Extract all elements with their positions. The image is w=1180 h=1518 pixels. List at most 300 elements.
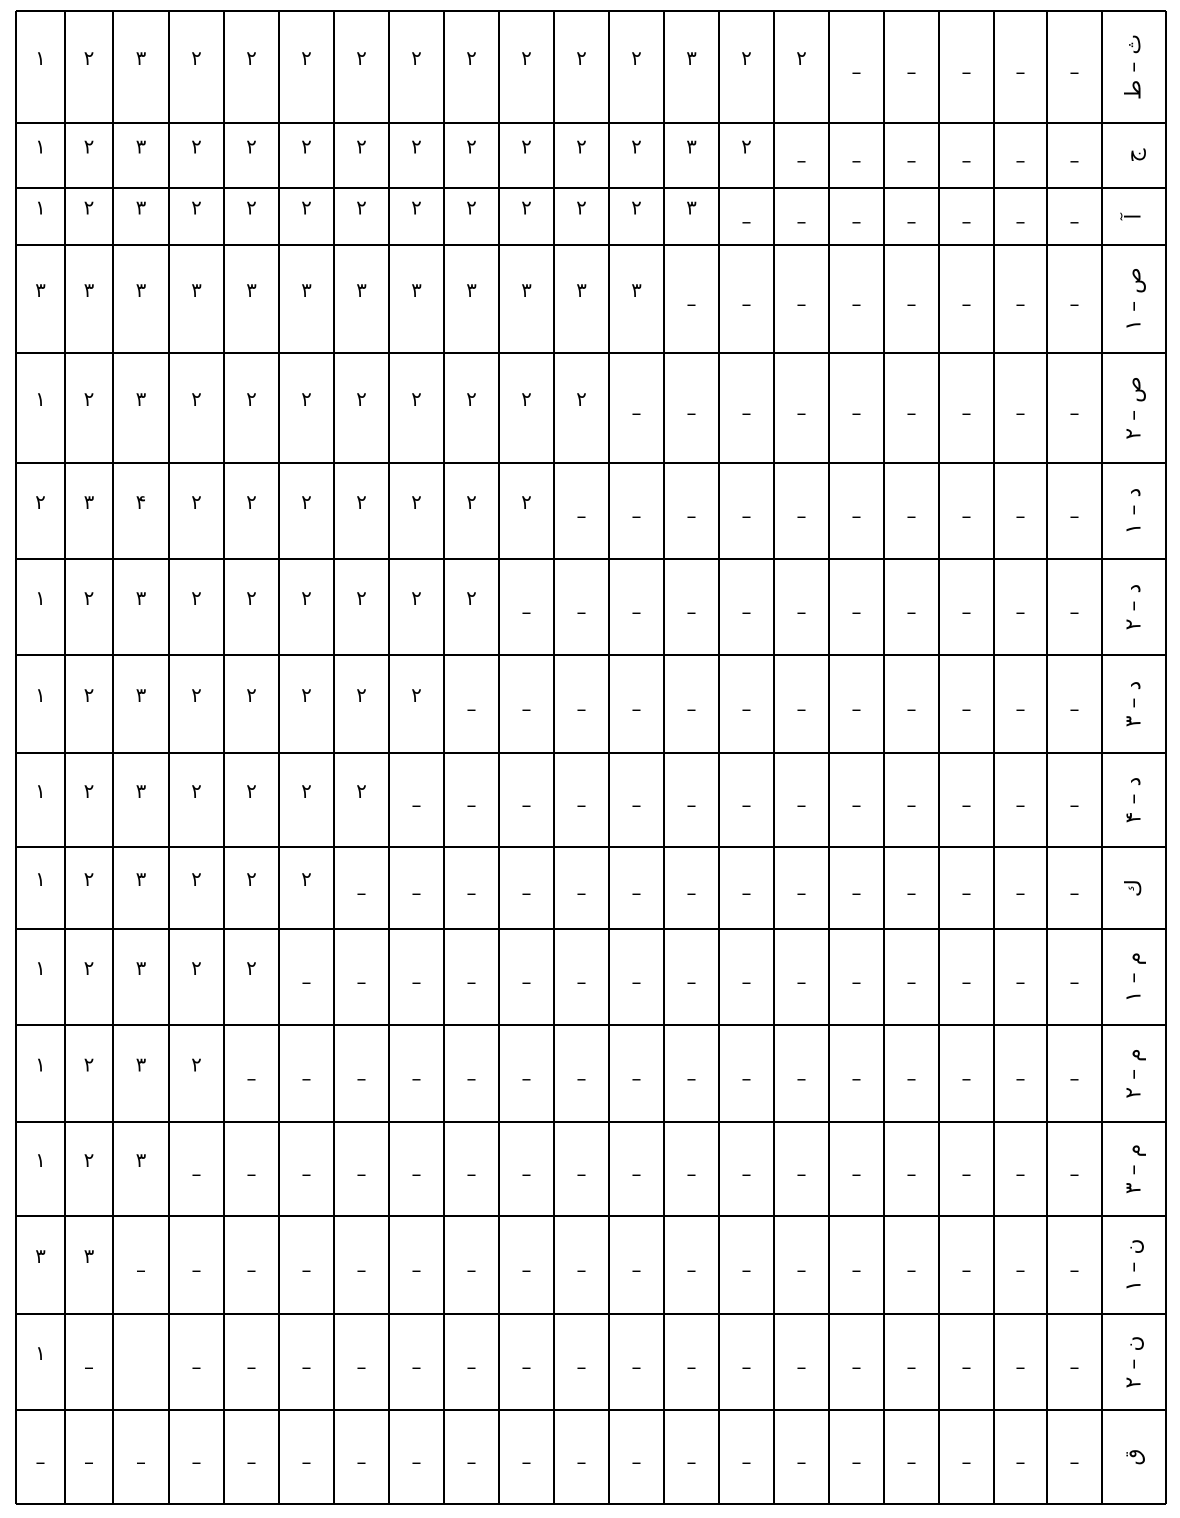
table-cell: – (906, 401, 917, 425)
table-cell: ٢ (191, 956, 202, 980)
table-cell: – (741, 401, 752, 425)
table-cell: – (851, 881, 862, 905)
table-cell: ٣ (135, 195, 147, 220)
table-cell: ٢ (301, 586, 312, 610)
table-cell: ٢ (576, 195, 587, 220)
table-cell: ٢ (411, 195, 422, 220)
table-cell: – (1069, 600, 1080, 624)
table-cell: ١ (35, 1148, 46, 1172)
table-cell: – (686, 697, 697, 721)
table-cell: ٢ (356, 134, 367, 159)
table-cell: – (906, 60, 917, 84)
table-cell: – (466, 1355, 477, 1379)
table-cell: – (796, 600, 807, 624)
table-cell: – (906, 1355, 917, 1379)
table-cell: – (521, 1450, 532, 1474)
table-cell: ٣ (135, 134, 147, 159)
table-cell: – (796, 697, 807, 721)
table-cell: ٢ (83, 195, 95, 220)
table-cell: ٢ (83, 1052, 95, 1077)
table-cell: – (1069, 1162, 1080, 1186)
table-cell: – (631, 1162, 642, 1186)
table-cell: ٢ (356, 387, 367, 411)
table-cell: ١ (35, 1341, 46, 1365)
table-cell: ١ (35, 586, 46, 610)
table-cell: ٢ (301, 867, 312, 891)
table-cell: – (686, 1066, 697, 1091)
table-cell: – (1069, 148, 1080, 173)
table-cell: ٢ (411, 46, 422, 70)
table-cell: ٢ (191, 195, 202, 220)
table-cell: – (411, 970, 422, 994)
row-label: ن – ٢ (1121, 1335, 1147, 1389)
table-cell: – (301, 1355, 312, 1379)
table-cell: ٣ (686, 195, 697, 220)
table-cell: ٣ (301, 278, 312, 302)
table-cell: – (961, 1450, 972, 1474)
table-cell: ٢ (411, 490, 422, 514)
table-cell: – (851, 1450, 862, 1474)
table-cell: – (521, 697, 532, 721)
table-cell: ٢ (301, 46, 312, 70)
row-label: م – ٢ (1121, 1048, 1147, 1099)
table-cell: – (796, 1355, 807, 1379)
table-cell: – (411, 881, 422, 905)
table-cell: – (576, 504, 587, 528)
table-cell: – (1069, 1450, 1080, 1474)
table-cell: – (356, 1258, 367, 1282)
table-cell: – (631, 970, 642, 994)
table-cell: – (84, 1355, 94, 1379)
table-cell: ٢ (83, 867, 95, 891)
table-cell: – (631, 504, 642, 528)
table-cell: ١ (35, 46, 46, 70)
table-cell: ٣ (135, 683, 147, 707)
table-cell: ٢ (411, 586, 422, 610)
table-cell: – (851, 148, 862, 173)
table-cell: ٣ (191, 278, 202, 302)
table-cell: – (906, 600, 917, 624)
table-cell: – (961, 600, 972, 624)
table-cell: – (906, 697, 917, 721)
table-cell: – (741, 793, 752, 817)
table-cell: – (906, 292, 917, 316)
table-cell: – (1015, 1258, 1026, 1282)
table-cell: – (466, 1066, 477, 1091)
table-cell: – (246, 1162, 257, 1186)
table-cell: – (851, 1355, 862, 1379)
table-cell: – (851, 1066, 862, 1091)
table-cell: – (851, 401, 862, 425)
table-cell: – (796, 970, 807, 994)
table-cell: – (1015, 881, 1026, 905)
table-cell: ٣ (83, 490, 95, 514)
table-cell: – (851, 970, 862, 994)
table-cell: ٣ (83, 1244, 95, 1268)
table-cell: – (961, 209, 972, 234)
table-cell: – (1069, 401, 1080, 425)
table-cell: – (631, 1450, 642, 1474)
table-cell: – (796, 881, 807, 905)
table-cell: ٣ (135, 46, 147, 70)
table-cell: ٢ (741, 46, 752, 70)
table-cell: – (741, 504, 752, 528)
table-cell: ٣ (686, 46, 697, 70)
table-cell: ٢ (83, 1148, 95, 1172)
table-cell: ٢ (191, 779, 202, 803)
row-label: م – ١ (1121, 951, 1147, 1003)
table-cell: – (686, 292, 697, 316)
table-cell: – (576, 600, 587, 624)
table-cell: ٣ (576, 278, 587, 302)
table-cell: – (1015, 1162, 1026, 1186)
table-cell: – (521, 1355, 532, 1379)
table-cell: – (796, 504, 807, 528)
table-cell: – (191, 1450, 202, 1474)
table-cell: ٢ (301, 387, 312, 411)
table-cell: ٣ (135, 586, 147, 610)
table-cell: – (576, 1066, 587, 1091)
table-cell: – (961, 793, 972, 817)
table-cell: – (301, 970, 312, 994)
table-cell: – (1069, 60, 1080, 84)
row-label: د – ٢ (1121, 583, 1147, 631)
table-cell: ٢ (83, 779, 95, 803)
table-cell: ٢ (83, 134, 95, 159)
table-cell: ٢ (576, 134, 587, 159)
table-cell: – (906, 1162, 917, 1186)
table-cell: – (631, 600, 642, 624)
table-cell: ٢ (246, 387, 257, 411)
table-cell: – (521, 1258, 532, 1282)
table-cell: – (906, 881, 917, 905)
table-cell: – (631, 881, 642, 905)
table-cell: – (686, 1450, 697, 1474)
table-cell: ٣ (466, 278, 477, 302)
table-cell: ٢ (301, 490, 312, 514)
table-cell: – (741, 881, 752, 905)
table-cell: – (741, 1355, 752, 1379)
table-cell: – (1015, 697, 1026, 721)
table-cell: – (411, 1162, 422, 1186)
table-cell: – (631, 401, 642, 425)
table-cell: – (576, 1258, 587, 1282)
table-cell: ٢ (466, 586, 477, 610)
table-cell: – (246, 1066, 257, 1091)
table-cell: – (1069, 209, 1080, 234)
table-cell: ٣ (135, 387, 147, 411)
table-cell: ٢ (521, 134, 532, 159)
table-cell: ٢ (466, 195, 477, 220)
table-cell: – (796, 209, 807, 234)
table-cell: – (466, 1450, 477, 1474)
table-cell: ١ (35, 195, 46, 220)
table-cell: ١ (35, 956, 46, 980)
table-cell: – (851, 793, 862, 817)
table-cell: ٢ (191, 490, 202, 514)
table-cell: ٢ (631, 46, 642, 70)
table-cell: ٣ (135, 1148, 147, 1172)
table-cell: – (1015, 209, 1026, 234)
table-cell: ٣ (686, 134, 697, 159)
table-cell: ٢ (521, 387, 532, 411)
table-cell: ٢ (246, 683, 257, 707)
table-cell: – (906, 1258, 917, 1282)
table-cell: – (301, 1258, 312, 1282)
table-cell: ٢ (796, 46, 807, 70)
table-cell: – (1069, 1066, 1080, 1091)
table-cell: – (741, 1450, 752, 1474)
table-cell: – (1015, 1066, 1026, 1091)
table-cell: ٣ (35, 1244, 46, 1268)
table-cell: – (906, 1450, 917, 1474)
table-cell: – (411, 1258, 422, 1282)
table-cell: ٣ (83, 278, 95, 302)
table-cell: ٣ (411, 278, 422, 302)
row-label: ث – ط (1121, 33, 1147, 101)
table-cell: – (631, 1066, 642, 1091)
table-cell: ٢ (35, 490, 46, 514)
table-cell: – (356, 970, 367, 994)
table-cell: ٢ (576, 387, 587, 411)
table-cell: ٢ (191, 46, 202, 70)
table-cell: – (1069, 292, 1080, 316)
table-cell: – (246, 1450, 257, 1474)
table-cell: ٢ (83, 956, 95, 980)
row-label: آ (1121, 213, 1147, 220)
table-cell: – (796, 1162, 807, 1186)
table-cell: ١ (35, 134, 46, 159)
table-cell: ٢ (83, 586, 95, 610)
table-cell: – (631, 1258, 642, 1282)
table-cell: – (466, 1162, 477, 1186)
table-cell: – (961, 504, 972, 528)
table-cell: – (961, 1258, 972, 1282)
table-cell: ٢ (466, 46, 477, 70)
table-cell: – (1069, 881, 1080, 905)
table-cell: – (136, 1450, 146, 1474)
table-cell: ٢ (411, 683, 422, 707)
table-cell: – (796, 1066, 807, 1091)
table-cell: ٢ (301, 195, 312, 220)
table-cell: – (741, 1162, 752, 1186)
table-cell: ٣ (246, 278, 257, 302)
table-cell: ٢ (466, 490, 477, 514)
table-cell: ٢ (521, 490, 532, 514)
table-cell: ٢ (83, 387, 95, 411)
table-cell: ٢ (246, 490, 257, 514)
table-cell: ٢ (301, 134, 312, 159)
table-cell: ٢ (356, 683, 367, 707)
table-cell: – (631, 1355, 642, 1379)
table-cell: – (301, 1162, 312, 1186)
table-cell: – (1015, 970, 1026, 994)
table-cell: – (1069, 1355, 1080, 1379)
table-cell: – (851, 60, 862, 84)
table-cell: – (686, 504, 697, 528)
table-cell: – (851, 504, 862, 528)
table-cell: ٢ (301, 683, 312, 707)
table-cell: – (301, 1066, 312, 1091)
table-cell: – (1069, 970, 1080, 994)
table-cell: ٢ (246, 779, 257, 803)
table-cell: – (796, 793, 807, 817)
table-cell: – (356, 1162, 367, 1186)
table-cell: – (686, 793, 697, 817)
table-cell: – (246, 1355, 257, 1379)
table-cell: ٢ (246, 46, 257, 70)
table-cell: ٢ (191, 683, 202, 707)
table-cell: – (796, 1450, 807, 1474)
table-cell: – (961, 401, 972, 425)
table-cell: – (741, 292, 752, 316)
table-cell: ١ (35, 1052, 46, 1077)
table-cell: ٣ (135, 779, 147, 803)
table-cell: ٢ (466, 134, 477, 159)
table-cell: – (796, 1258, 807, 1282)
table-cell: ٢ (356, 46, 367, 70)
table-cell: – (411, 793, 422, 817)
table-cell: – (796, 292, 807, 316)
table-cell: – (631, 793, 642, 817)
table-cell: ٢ (246, 867, 257, 891)
table-cell: ٢ (631, 195, 642, 220)
table-cell: ٢ (246, 956, 257, 980)
table-cell: – (411, 1450, 422, 1474)
table-cell: ١ (35, 867, 46, 891)
table-cell: – (961, 1355, 972, 1379)
table-cell: – (796, 401, 807, 425)
table-cell: – (851, 209, 862, 234)
table-cell: – (191, 1355, 202, 1379)
table-cell: ٢ (411, 387, 422, 411)
table-cell: ٢ (191, 867, 202, 891)
table-cell: – (576, 881, 587, 905)
table-cell: ٢ (576, 46, 587, 70)
table-cell: – (796, 148, 807, 173)
table-cell: – (741, 209, 752, 234)
table-cell: – (961, 292, 972, 316)
table-cell: – (521, 793, 532, 817)
table-cell: – (686, 1162, 697, 1186)
table-cell: ٣ (631, 278, 642, 302)
table-cell: – (1069, 697, 1080, 721)
table-cell: – (906, 1066, 917, 1091)
table-cell: – (521, 881, 532, 905)
row-label: ص – ٢ (1121, 376, 1147, 440)
table-cell: ٢ (356, 779, 367, 803)
table-cell: – (686, 881, 697, 905)
table-cell: – (851, 600, 862, 624)
table-cell: ٢ (356, 586, 367, 610)
table-cell: ٣ (135, 278, 147, 302)
table-cell: ٢ (191, 134, 202, 159)
table-cell: – (686, 401, 697, 425)
table-cell: – (1015, 1355, 1026, 1379)
table-cell: ٢ (246, 195, 257, 220)
table-cell: – (741, 1066, 752, 1091)
table-cell: – (851, 1162, 862, 1186)
table-cell: – (686, 1355, 697, 1379)
row-label: م – ٣ (1121, 1143, 1147, 1195)
table-cell: – (1015, 148, 1026, 173)
row-label: د – ١ (1121, 487, 1147, 535)
table-cell: – (961, 881, 972, 905)
table-cell: ١ (35, 387, 46, 411)
table-cell: – (191, 1258, 202, 1282)
table-cell: – (906, 209, 917, 234)
table-cell: – (741, 697, 752, 721)
table-cell: – (741, 970, 752, 994)
table-cell: – (576, 1162, 587, 1186)
table-cell: – (906, 504, 917, 528)
table-cell: ٢ (83, 683, 95, 707)
table-cell: – (1015, 1450, 1026, 1474)
table-cell: – (466, 697, 477, 721)
table-cell: – (84, 1450, 94, 1474)
table-cell: ٢ (191, 586, 202, 610)
table-cell: – (961, 1066, 972, 1091)
table-cell: – (35, 1450, 46, 1474)
table-cell: ٢ (356, 490, 367, 514)
table-cell: – (961, 970, 972, 994)
table-cell: – (411, 1355, 422, 1379)
table-cell: ٢ (356, 195, 367, 220)
table-cell: – (466, 1258, 477, 1282)
table-cell: – (576, 1450, 587, 1474)
row-label: ج (1121, 148, 1147, 163)
table-cell: – (301, 1450, 312, 1474)
table-cell: – (356, 881, 367, 905)
table-cell: ٣ (35, 278, 46, 302)
table-cell: – (521, 970, 532, 994)
table-cell: ٢ (466, 387, 477, 411)
table-cell: – (246, 1258, 257, 1282)
table-cell: ٢ (631, 134, 642, 159)
row-label: ق (1121, 1448, 1147, 1466)
table-cell: – (356, 1450, 367, 1474)
table-cell: – (411, 1066, 422, 1091)
table-cell: – (686, 970, 697, 994)
table-cell: – (741, 600, 752, 624)
table-cell: – (851, 292, 862, 316)
row-label: د – ۴ (1121, 776, 1147, 824)
table-cell: – (1015, 504, 1026, 528)
table-cell: ٢ (521, 46, 532, 70)
table-cell: ٢ (301, 779, 312, 803)
table-cell: – (1069, 504, 1080, 528)
table-cell: – (906, 793, 917, 817)
table-cell: – (576, 1355, 587, 1379)
table-cell: ٢ (191, 387, 202, 411)
row-label: د – ٣ (1121, 680, 1147, 728)
table-cell: – (851, 697, 862, 721)
table-cell: – (356, 1066, 367, 1091)
row-label: ص – ١ (1121, 267, 1147, 331)
table-cell: – (1069, 1258, 1080, 1282)
table-cell: ٢ (521, 195, 532, 220)
table-cell: ٢ (741, 134, 752, 159)
table-cell: – (136, 1258, 146, 1282)
table-cell: – (1015, 60, 1026, 84)
table-cell: – (961, 1162, 972, 1186)
table-cell: – (741, 1258, 752, 1282)
table-cell: – (521, 1162, 532, 1186)
table-cell: ٣ (135, 1052, 147, 1077)
table-cell: – (1015, 292, 1026, 316)
table-cell: – (686, 1258, 697, 1282)
table-cell: – (576, 793, 587, 817)
